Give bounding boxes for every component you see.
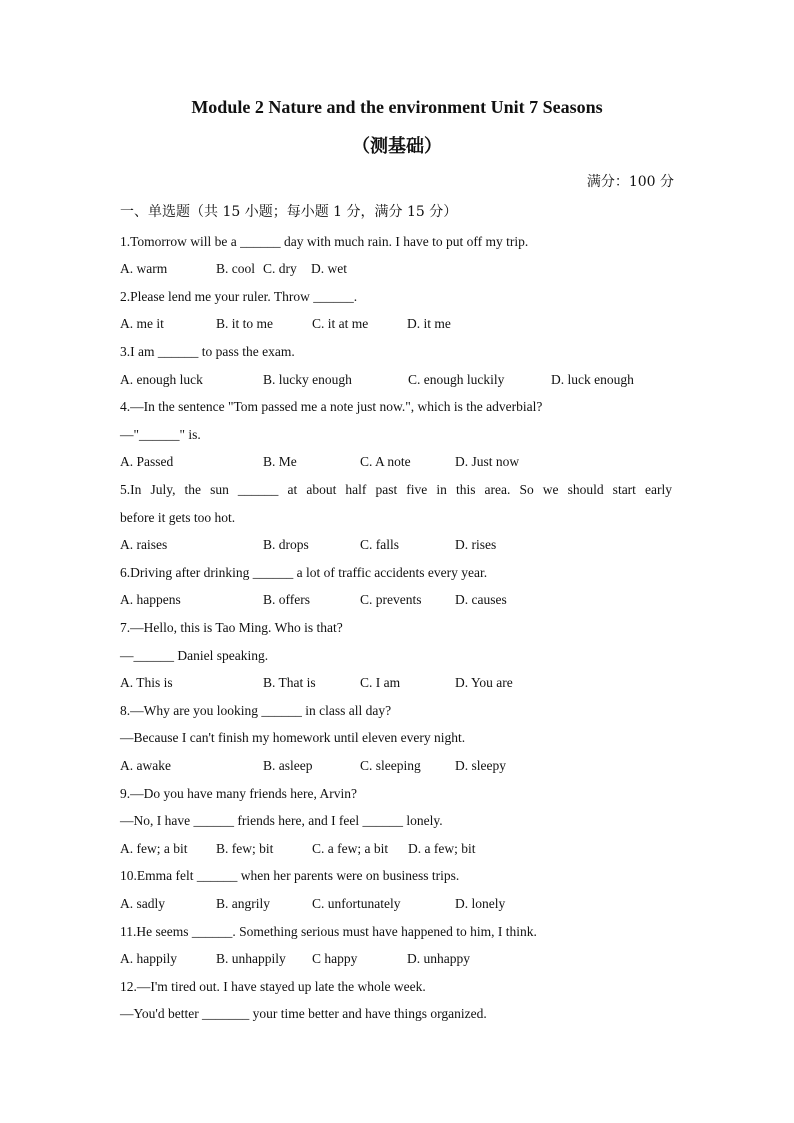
option: B. asleep (263, 758, 313, 773)
option: B. Me (263, 454, 297, 469)
option: D. a few; bit (408, 841, 476, 856)
option: A. few; a bit (120, 841, 188, 856)
option: C. prevents (360, 592, 422, 607)
question-text: 4.—In the sentence "Tom passed me a note just now.", which is the adverbial? (120, 399, 543, 414)
option: B. cool (216, 261, 255, 276)
option: B. offers (263, 592, 310, 607)
option: B. unhappily (216, 951, 286, 966)
option: C. enough luckily (408, 372, 505, 387)
question-text: 1.Tomorrow will be a ______ day with much rain. I have to put off my trip. (120, 234, 529, 249)
option: B. it to me (216, 316, 273, 331)
option: D. Just now (455, 454, 520, 469)
option: D. wet (311, 261, 347, 276)
option: D. luck enough (551, 372, 634, 387)
option: A. awake (120, 758, 171, 773)
question-text: —______ Daniel speaking. (120, 648, 269, 663)
option: B. few; bit (216, 841, 274, 856)
option: A. Passed (120, 454, 174, 469)
option: B. lucky enough (263, 372, 352, 387)
question-text: —"______" is. (120, 427, 201, 442)
option: A. enough luck (120, 372, 203, 387)
option: D. lonely (455, 896, 506, 911)
option: A. sadly (120, 896, 165, 911)
option: C. unfortunately (312, 896, 401, 911)
option: A. raises (120, 537, 168, 552)
option: A. This is (120, 675, 173, 690)
option: C happy (312, 951, 358, 966)
question-text: 5.In July, the sun ______ at about half past five in this area. So we should start early (120, 482, 672, 497)
option: C. a few; a bit (312, 841, 389, 856)
option: C. I am (360, 675, 401, 690)
question-text: 2.Please lend me your ruler. Throw ______. (120, 289, 358, 304)
option: D. You are (455, 675, 513, 690)
option: C. A note (360, 454, 411, 469)
option: A. happens (120, 592, 181, 607)
question-text: —You'd better _______ your time better and have things organized. (120, 1006, 487, 1021)
question-text: before it gets too hot. (120, 510, 236, 525)
question-text: —Because I can't finish my homework until eleven every night. (120, 730, 466, 745)
question-text: —No, I have ______ friends here, and I feel ______ lonely. (120, 813, 443, 828)
question-text: 11.He seems ______. Something serious must have happened to him, I think. (120, 924, 537, 939)
question-text: 9.—Do you have many friends here, Arvin? (120, 786, 357, 801)
option: B. That is (263, 675, 316, 690)
question-text: 12.—I'm tired out. I have stayed up late the whole week. (120, 979, 426, 994)
section-heading: 一、单选题（共 15 小题；每小题 1 分，满分 15 分） (120, 204, 458, 220)
question-text: 7.—Hello, this is Tao Ming. Who is that? (120, 620, 343, 635)
page-subtitle: （测基础） (352, 136, 442, 157)
question-text: 6.Driving after drinking ______ a lot of traffic accidents every year. (120, 565, 488, 580)
option: D. sleepy (455, 758, 506, 773)
option: C. sleeping (360, 758, 421, 773)
page-title: Module 2 Nature and the environment Unit 7 Seasons (191, 97, 603, 117)
question-text: 3.I am ______ to pass the exam. (120, 344, 295, 359)
total-score: 满分：100 分 (586, 174, 674, 190)
option: D. causes (455, 592, 507, 607)
option: D. rises (455, 537, 497, 552)
question-text: 8.—Why are you looking ______ in class all day? (120, 703, 392, 718)
option: C. falls (360, 537, 399, 552)
option: C. dry (263, 261, 297, 276)
option: A. happily (120, 951, 177, 966)
option: D. it me (407, 316, 451, 331)
option: A. me it (120, 316, 164, 331)
question-text: 10.Emma felt ______ when her parents were on business trips. (120, 868, 460, 883)
option: D. unhappy (407, 951, 470, 966)
option: C. it at me (312, 316, 369, 331)
option: B. angrily (216, 896, 270, 911)
option: B. drops (263, 537, 309, 552)
option: A. warm (120, 261, 168, 276)
